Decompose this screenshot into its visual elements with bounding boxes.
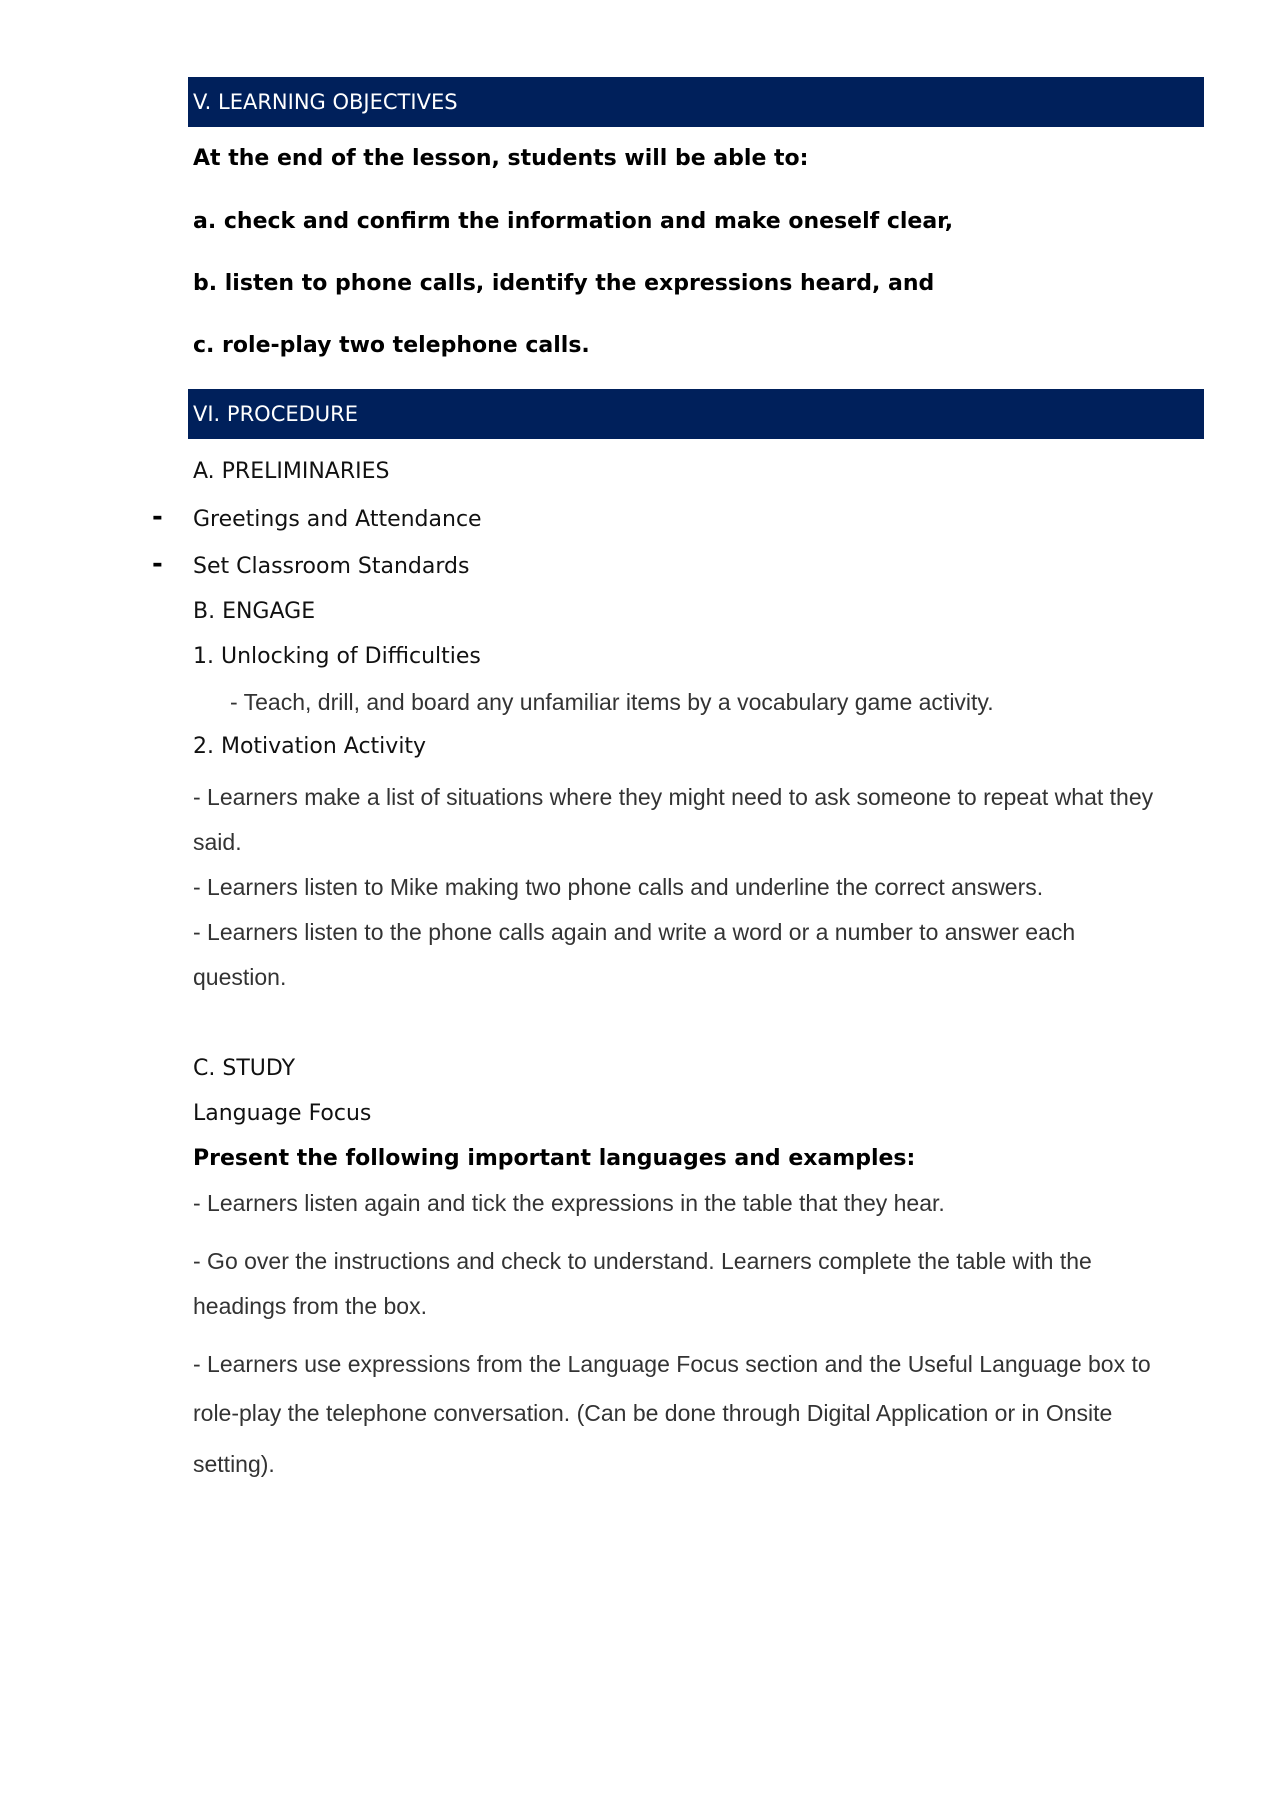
unlocking-text: - Teach, drill, and board any unfamiliar items by a vocabulary game activity.: [230, 689, 994, 715]
motivation-line: - Learners listen to the phone calls again and write a word or a number to answer each: [193, 919, 1076, 945]
unlocking-title: 1. Unlocking of Difficulties: [193, 644, 481, 669]
study-line: - Learners listen again and tick the expressions in the table that they hear.: [193, 1190, 945, 1216]
language-focus-title: Language Focus: [193, 1101, 372, 1126]
study-line: setting).: [193, 1451, 275, 1477]
engage-title: B. ENGAGE: [193, 599, 316, 624]
objective-b: b. listen to phone calls, identify the expressions heard, and: [193, 271, 935, 296]
study-line: - Go over the instructions and check to understand. Learners complete the table with the: [193, 1248, 1092, 1274]
motivation-line: - Learners listen to Mike making two phone calls and underline the correct answers.: [193, 874, 1044, 900]
preliminaries-title: A. PRELIMINARIES: [193, 459, 390, 484]
present-instruction: Present the following important languages and examples:: [193, 1146, 916, 1171]
motivation-title: 2. Motivation Activity: [193, 734, 427, 759]
objectives-intro: At the end of the lesson, students will be able to:: [193, 146, 809, 171]
motivation-line: said.: [193, 829, 242, 855]
motivation-line: - Learners make a list of situations where they might need to ask someone to repeat what they: [193, 784, 1154, 810]
study-line: headings from the box.: [193, 1293, 427, 1319]
learning-objectives-heading: V. LEARNING OBJECTIVES: [188, 77, 1204, 127]
preliminaries-item-standards: Set Classroom Standards: [193, 554, 470, 579]
objective-a: a. check and confirm the information and make oneself clear,: [193, 209, 954, 234]
study-title: C. STUDY: [193, 1056, 296, 1081]
objective-c: c. role-play two telephone calls.: [193, 333, 590, 358]
preliminaries-item-greetings: Greetings and Attendance: [193, 507, 482, 532]
dash-bullet-icon: -: [152, 549, 163, 579]
dash-bullet-icon: -: [152, 502, 163, 532]
procedure-heading: VI. PROCEDURE: [188, 389, 1204, 439]
study-line: role-play the telephone conversation. (Can be done through Digital Application or in Onsite: [193, 1400, 1113, 1426]
motivation-line: question.: [193, 964, 287, 990]
study-line: - Learners use expressions from the Language Focus section and the Useful Language box to: [193, 1351, 1151, 1377]
